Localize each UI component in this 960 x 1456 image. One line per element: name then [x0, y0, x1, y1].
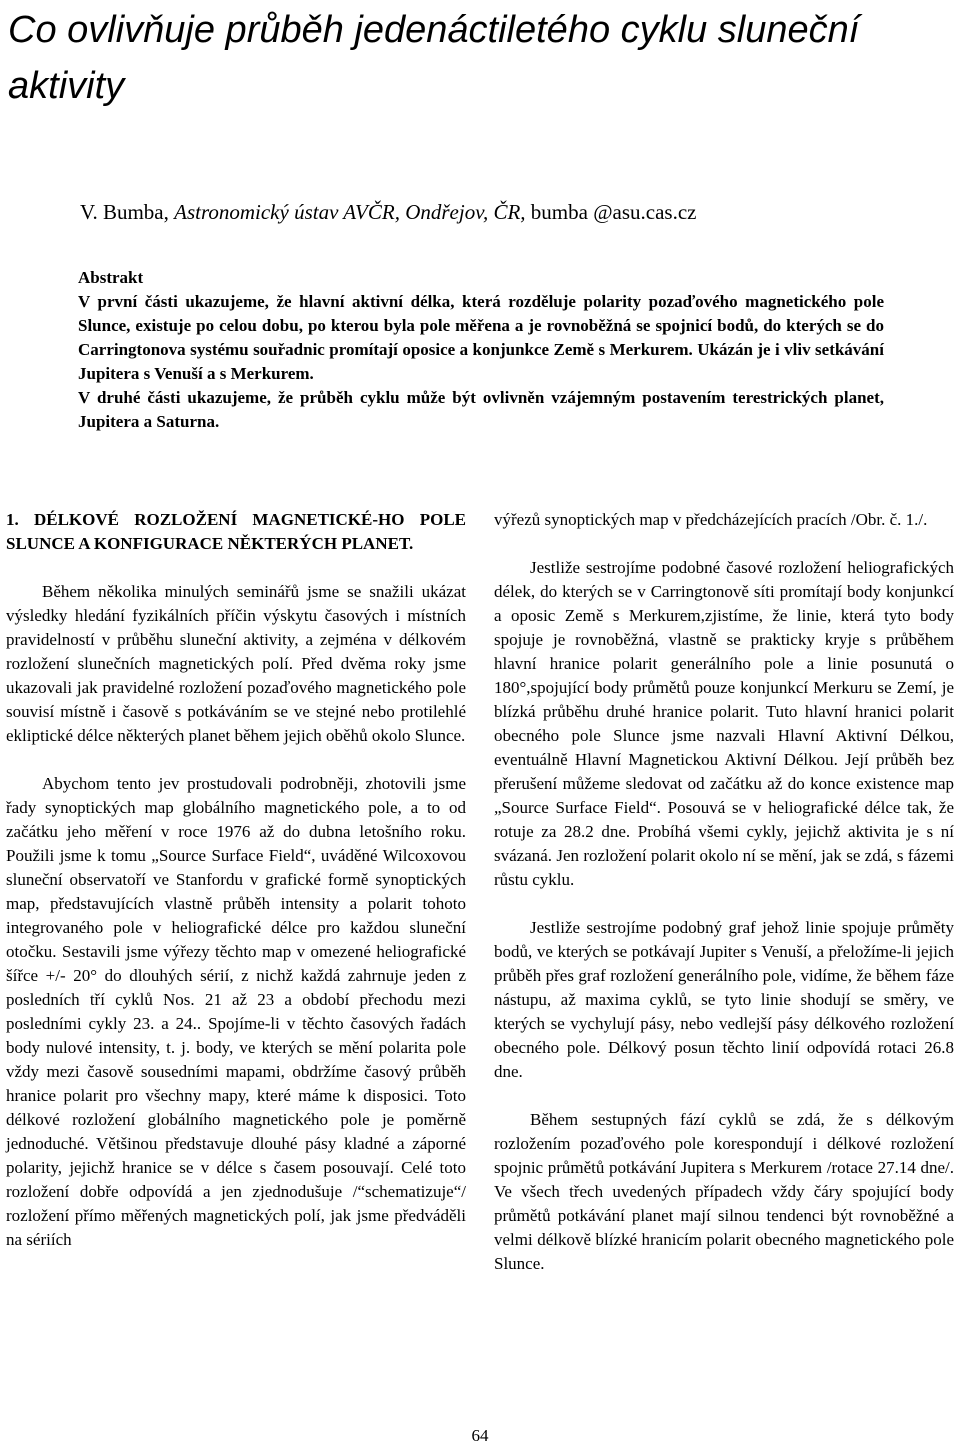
section-heading: 1. DÉLKOVÉ ROZLOŽENÍ MAGNETICKÉ-HO POLE SLUNCE A KONFIGURACE NĚKTERÝCH PLANET. [6, 510, 466, 553]
page-number: 64 [471, 1426, 489, 1445]
right-paragraph-2: Jestliže sestrojíme podobné časové rozložení heliografických délek, do kterých se v Carringtonově síti promítají body konjunkcí a oposic Země s Merkurem,zjistíme, že linie, která tyto body spojuje je rovnoběžná, vlastně se prakticky kryje s průběhem hlavní hranice polarit generálního pole a linie posunutá o 180°,spojující body průmětů pouze konjunkcí Merkuru se Zemí, je blízká průběhu druhé hranice polarit. Tuto hlavní hranici polarit obecného pole Slunce jsme nazvali Hlavní Aktivní Délkou, eventuálně Hlavní Magnetickou Aktivní Délkou. Její průběh bez přerušení můžeme sledovat od začátku až do konce existence map „Source Surface Field“. Posouvá se v heliografické délce tak, že rotuje za 28.2 dne. Probíhá všemi cykly, jejichž aktivita je s ní svázaná. Jen rozložení polarit okolo ní se mění, jak se zdá, s fázemi růstu cyklu. [494, 558, 954, 889]
right-paragraph-1: výřezů synoptických map v předcházejících pracích /Obr. č. 1./. [494, 510, 928, 529]
author-affiliation: Astronomický ústav AVČR, Ondřejov, ČR, [174, 200, 526, 224]
left-paragraph-1: Během několika minulých seminářů jsme se snažili ukázat výsledky hledání fyzikálních příčin výskytu časových i místních pravidelností v průběhu sluneční aktivity, a zejména v délkovém rozložení slunečních magnetických polí. Před dvěma roky jsme ukazovali jak pravidelné rozložení pozaďového magnetického pole souvisí místně i časově s potkáváním se ve stejné nebo protilehlé ekliptické délce některých planet během jejich oběhů okolo Slunce. [6, 582, 466, 745]
author-name: V. Bumba, [80, 200, 169, 224]
right-column [494, 508, 954, 1276]
abstract-heading: Abstrakt [78, 268, 144, 287]
abstract-paragraph-2: V druhé části ukazujeme, že průběh cyklu může být ovlivněn vzájemným postavením terestrických planet, Jupitera a Saturna. [78, 388, 884, 431]
author-email: bumba @asu.cas.cz [530, 200, 697, 224]
right-paragraph-4: Během sestupných fází cyklů se zdá, že s délkovým rozložením pozaďového pole korespondují i délkové rozložení spojnic průmětů potkávání Jupitera s Merkurem /rotace 27.14 dne/. Ve všech třech uvedených případech vždy čáry spojující body průmětů potkávání planet mají silnou tendenci být rovnoběžné a velmi délkově blízké hranicím polarit obecného magnetického pole Slunce. [494, 1110, 954, 1273]
author-line [80, 198, 940, 226]
paper-title: Co ovlivňuje průběh jedenáctiletého cyklu sluneční aktivity [8, 9, 860, 107]
left-column [6, 508, 466, 1252]
abstract-paragraph-1: V první části ukazujeme, že hlavní aktivní délka, která rozděluje polarity pozaďového magnetického pole Slunce, existuje po celou dobu, po kterou byla pole měřena a je rovnoběžná se spojnicí bodů, do kterých se do Carringtonova systému souřadnic promítají oposice a konjunkce Země s Merkurem. Ukázán je i vliv setkávání Jupitera s Venuší a s Merkurem. [78, 292, 884, 383]
right-paragraph-3: Jestliže sestrojíme podobný graf jehož linie spojuje průměty bodů, ve kterých se potkávají Jupiter s Venuší, a přeložíme-li jejich průběh přes graf rozložení generálního pole, vidíme, že během fáze nástupu, až maxima cyklů, se tyto linie shodují se směry, ve kterých se vychylují pásy, nebo vedlejší pásy délkového rozložení obecného pole. Délkový posun těchto linií odpovídá rotaci 26.8 dne. [494, 918, 954, 1081]
left-paragraph-2: Abychom tento jev prostudovali podrobněji, zhotovili jsme řady synoptických map globálního magnetického pole, a to od začátku jeho měření v roce 1976 až do dubna letošního roku. Použili jsme k tomu „Source Surface Field“, uváděné Wilcoxovou sluneční observatoří ve Stanfordu v grafické formě synoptických map, představujících vlastně průběh intensity a polarit tohoto integrovaného pole v heliografické délce pro každou sluneční otočku. Sestavili jsme výřezy těchto map v omezené heliografické šířce +/- 20° do dlouhých sérií, z nichž každá zahrnuje jeden z posledních tří cyklů Nos. 21 až 23 a období přechodu mezi posledními cykly 23. a 24.. Spojíme-li v těchto časových řadách body nulové intensity, t. j. body, ve kterých se mění polarita pole vždy mezi časově sousedními mapami, obdržíme časový průběh hranice polarit pro všechny mapy, které máme k disposici. Toto délkové rozložení globálního magnetického pole je poměrně jednoduché. Většinou představuje dlouhé pásy kladné a záporné polarity, jejichž hranice se v délce s časem posouvají. Celé toto rozložení dobře odpovídá a jen zjednodušuje /“schematizuje“/ rozložení přímo měřených magnetických polí, jak jsme předváděli na sériích [6, 774, 466, 1249]
abstract-block [78, 266, 884, 434]
